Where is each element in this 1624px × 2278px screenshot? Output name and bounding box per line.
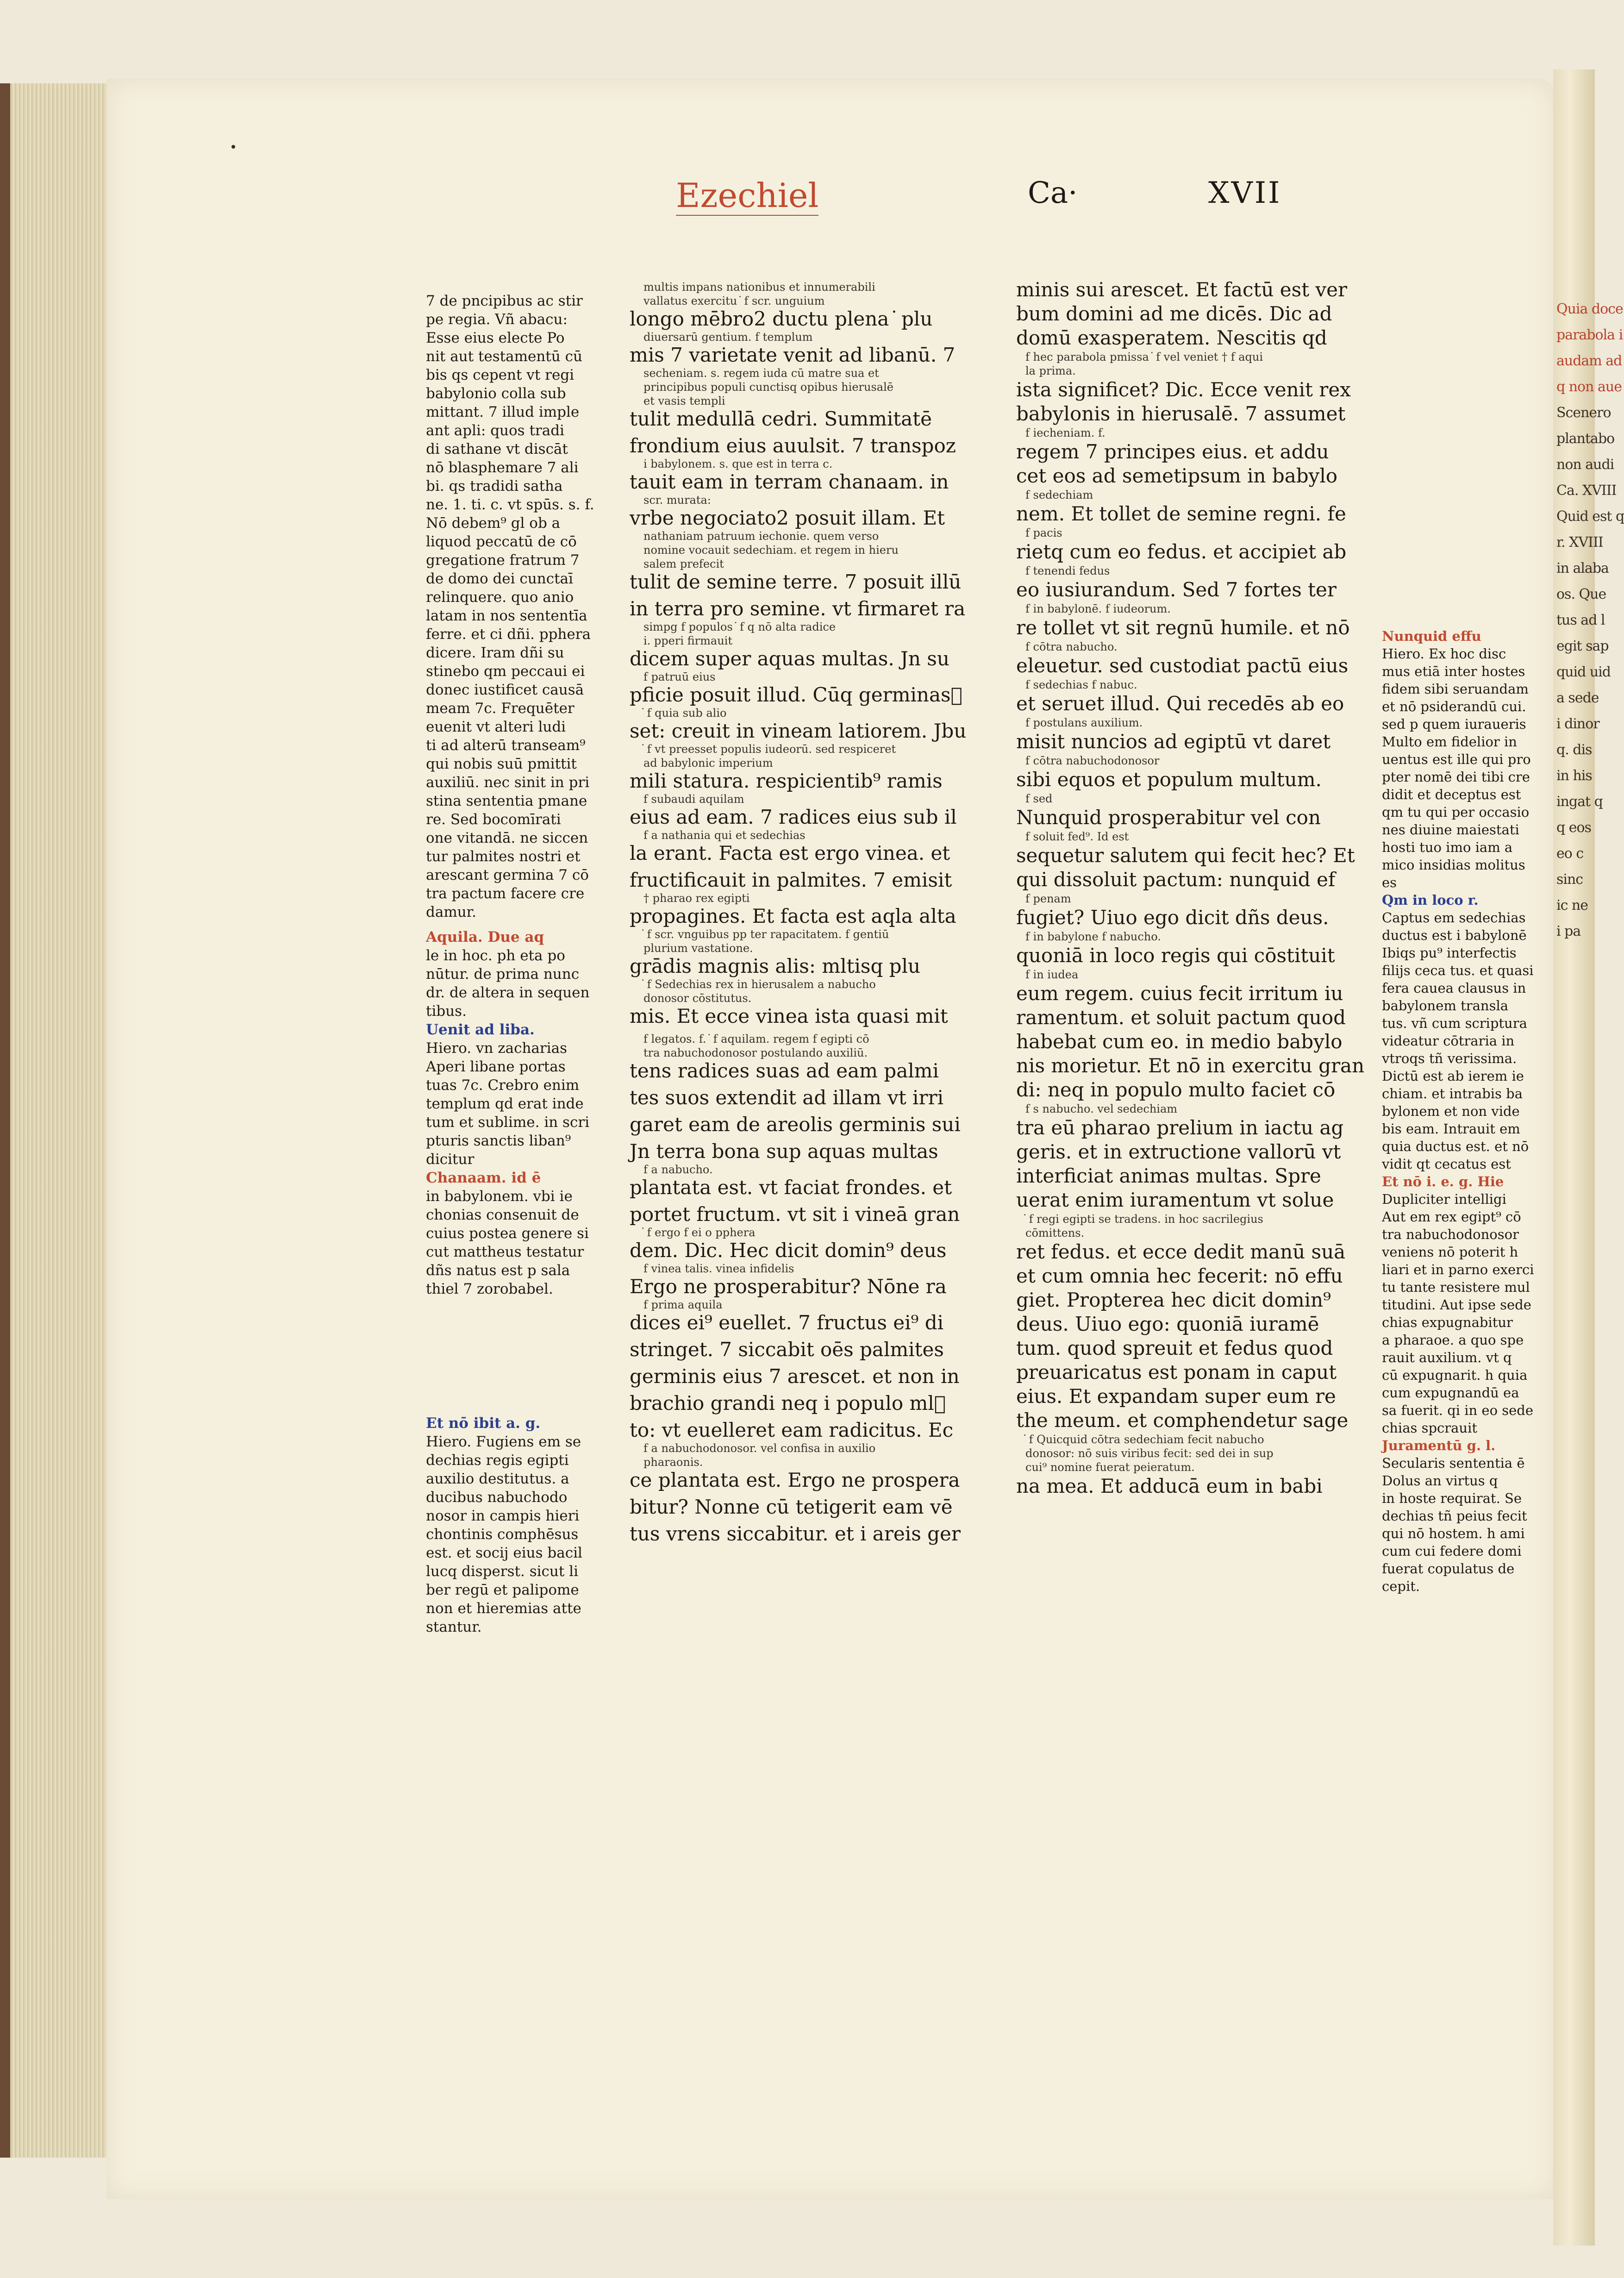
next-page-line: in alaba: [1556, 560, 1609, 576]
gloss-line: qui nobis suū pmittit: [426, 756, 577, 772]
gloss-line: Aut em rex egipt⁹ cō: [1382, 1209, 1521, 1225]
gloss-line: a pharaoe. a quo spe: [1382, 1332, 1524, 1348]
scripture-line: deus. Uiuo ego: quoniā iuramē: [1016, 1313, 1319, 1335]
interlinear-gloss-line: la prima.: [1025, 364, 1076, 377]
gloss-line: ne. 1. ti. c. vt spūs. s. f.: [426, 496, 594, 513]
gloss-line: relinquere. quo anio: [426, 589, 574, 606]
scripture-line: tes suos extendit ad illam vt irri: [630, 1086, 944, 1109]
gloss-line: sed p quem iuraueris: [1382, 716, 1526, 732]
interlinear-gloss-line: ͘ f quia sub alio: [643, 707, 727, 720]
gloss-line: de domo dei cunctaī: [426, 570, 573, 587]
right-gloss-column: [1382, 627, 1535, 1595]
interlinear-gloss-line: cōmittens.: [1025, 1227, 1085, 1239]
scripture-line: bitur? Nonne cū tetigerit eam vē: [630, 1496, 953, 1518]
interlinear-gloss-line: f prima aquila: [643, 1298, 723, 1311]
gloss-line: damur.: [426, 904, 476, 920]
next-page-line: parabola i: [1556, 327, 1623, 343]
scripture-line: domū exasperatem. Nescitis qd: [1016, 326, 1327, 349]
gloss-line: fera cauea clausus in: [1382, 980, 1526, 996]
interlinear-gloss-line: f a nathania qui et sedechias: [643, 829, 806, 842]
next-page-line: i dinor: [1556, 716, 1599, 732]
gloss-line: tibus.: [426, 1003, 467, 1020]
scripture-line: garet eam de areolis germinis sui: [630, 1113, 961, 1136]
scripture-line: tulit medullā cedri. Summitatē: [630, 407, 932, 430]
gloss-line: Aquila. Due aq: [426, 929, 544, 945]
gloss-line: veniens nō poterit h: [1382, 1244, 1518, 1260]
gloss-line: dr. de altera in sequen: [426, 984, 590, 1001]
gloss-line: latam in nos sententīa: [426, 607, 587, 624]
scripture-line: propagines. Et facta est aqla alta: [630, 905, 956, 927]
gloss-line: cuius postea genere si: [426, 1225, 589, 1242]
line-gap: [630, 1027, 944, 1032]
scripture-line: eius. Et expandam super eum re: [1016, 1385, 1336, 1408]
gloss-line: Ibiqs pu⁹ interfectis: [1382, 945, 1517, 961]
scripture-line: tum. quod spreuit et fedus quod: [1016, 1337, 1333, 1359]
scripture-line: Nunquid prosperabitur vel con: [1016, 806, 1321, 829]
gloss-line: nit aut testamentū cū: [426, 348, 582, 365]
scripture-line: vrbe negociato2 posuit illam. Et: [630, 507, 945, 529]
interlinear-gloss-line: f legatos. f. ͘ f aquilam. regem f egipti cō: [643, 1033, 869, 1045]
interlinear-gloss-line: f a nabuchodonosor. vel confisa in auxilio: [643, 1442, 876, 1455]
scripture-line: longo mēbro2 ductu plena ͘ plu: [630, 307, 933, 330]
next-page-line: Quia doce: [1556, 301, 1623, 317]
gloss-line: Nō debem⁹ gl ob a: [426, 515, 561, 532]
gloss-line: vidit qt cecatus est: [1382, 1156, 1511, 1172]
scripture-line: eius ad eam. 7 radices eius sub il: [630, 806, 957, 828]
scripture-line: preuaricatus est ponam in caput: [1016, 1361, 1337, 1383]
interlinear-gloss-line: cui⁹ nomine fuerat peieratum.: [1025, 1461, 1195, 1474]
gloss-line: mico insidias molitus: [1382, 857, 1525, 873]
scripture-line: la erant. Facta est ergo vinea. et: [630, 842, 950, 864]
gloss-line: est. et socij eius bacil: [426, 1545, 582, 1561]
scripture-line: brachio grandi neq i populo mlᷓ: [630, 1392, 946, 1414]
gloss-line: meam 7c. Frequēter: [426, 700, 575, 717]
gloss-line: Nunquid effu: [1382, 628, 1481, 644]
gloss-line: tum et sublime. in scri: [426, 1114, 590, 1131]
interlinear-gloss-line: i. pperi firmauit: [643, 634, 732, 647]
scripture-line: nem. Et tollet de semine regni. fe: [1016, 502, 1346, 525]
gloss-line: chias spcrauit: [1382, 1420, 1478, 1436]
scripture-line: set: creuit in vineam latiorem. Jbu: [630, 720, 967, 742]
gloss-line: didit et deceptus est: [1382, 787, 1521, 802]
scripture-line: mis 7 varietate venit ad libanū. 7: [630, 344, 956, 366]
next-page-line: egit sap: [1556, 638, 1609, 654]
gloss-line: chontinis comphēsus: [426, 1526, 579, 1543]
gloss-line: cū expugnarit. h quia: [1382, 1367, 1528, 1383]
gloss-line: liari et in parno exerci: [1382, 1262, 1534, 1277]
gloss-line: donec iustificet causā: [426, 682, 584, 698]
next-page-line: q. dis: [1556, 742, 1592, 758]
gloss-line: et nō psiderandū cui.: [1382, 699, 1526, 714]
scripture-line: pficie posuit illud. Cūq germinasᷓ: [630, 683, 962, 706]
gloss-line: pturis sanctis liban⁹: [426, 1133, 571, 1149]
gloss-line: Captus em sedechias: [1382, 910, 1526, 926]
gloss-line: cut mattheus testatur: [426, 1244, 584, 1260]
gloss-line: auxiliū. nec sinit in pri: [426, 774, 590, 791]
gloss-line: fidem sibi seruandam: [1382, 681, 1529, 697]
gloss-line: ducibus nabuchodo: [426, 1489, 568, 1506]
gloss-line: sa fuerit. qi in eo sede: [1382, 1402, 1534, 1418]
scripture-line: minis sui arescet. Et factū est ver: [1016, 278, 1348, 301]
interlinear-gloss-line: donosor cōstitutus.: [643, 992, 752, 1005]
gloss-line: Chanaam. id ē: [426, 1170, 541, 1186]
interlinear-gloss-line: f s nabucho. vel sedechiam: [1025, 1102, 1178, 1115]
gloss-line: bis eam. Intrauit em: [1382, 1121, 1520, 1137]
gloss-line: tuas 7c. Crebro enim: [426, 1077, 580, 1094]
scripture-line: mili statura. respicientib⁹ ramis: [630, 770, 943, 792]
interlinear-gloss-line: f a nabucho.: [643, 1163, 713, 1176]
gloss-line: stinebo qm peccaui ei: [426, 663, 585, 680]
scripture-line: frondium eius auulsit. 7 transpoz: [630, 434, 956, 457]
scripture-line: dices ei⁹ euellet. 7 fructus ei⁹ di: [630, 1311, 944, 1334]
scripture-line: eo iusiurandum. Sed 7 fortes ter: [1016, 578, 1337, 601]
scripture-line: sequetur salutem qui fecit hec? Et: [1016, 844, 1355, 867]
gloss-line: chias expugnabitur: [1382, 1314, 1513, 1330]
interlinear-gloss-line: f sed: [1025, 792, 1053, 805]
interlinear-gloss-line: f sedechias f nabuc.: [1025, 678, 1137, 691]
gloss-line: tur palmites nostri et: [426, 848, 581, 865]
scripture-line: rietq cum eo fedus. et accipiet ab: [1016, 540, 1347, 563]
scripture-line: grādis magnis alis: mltisq plu: [630, 955, 921, 977]
gloss-line: gregatione fratrum 7: [426, 552, 580, 569]
scripture-line: ret fedus. et ecce dedit manū suā: [1016, 1240, 1346, 1263]
next-page-line: plantabo: [1556, 431, 1615, 447]
scripture-line: germinis eius 7 arescet. et non in: [630, 1365, 960, 1388]
gloss-line: in hoste requirat. Se: [1382, 1490, 1522, 1506]
gloss-line: pter nomē dei tibi cre: [1382, 769, 1530, 785]
running-head-chapter-label: Ca·: [1028, 176, 1078, 210]
interlinear-gloss-line: f sedechiam: [1025, 488, 1093, 501]
gloss-line: babylonio colla sub: [426, 385, 566, 402]
scripture-line: stringet. 7 siccabit oēs palmites: [630, 1338, 944, 1361]
scripture-line: babylonis in hierusalē. 7 assumet: [1016, 402, 1346, 425]
interlinear-gloss-line: f penam: [1025, 892, 1071, 905]
binding-edge: [0, 83, 10, 2158]
interlinear-gloss-line: diuersarū gentium. f templum: [643, 331, 813, 344]
scripture-line: fructificauit in palmites. 7 emisit: [630, 869, 952, 891]
interlinear-gloss-line: i babylonem. s. que est in terra c.: [643, 457, 833, 470]
scripture-line: tauit eam in terram chanaam. in: [630, 470, 949, 493]
gloss-line: Uenit ad liba.: [426, 1021, 535, 1038]
gloss-line: in babylonem. vbi ie: [426, 1188, 573, 1205]
interlinear-gloss-line: f postulans auxilium.: [1025, 716, 1143, 729]
gloss-line: Esse eius electe Po: [426, 330, 565, 346]
scripture-line: uerat enim iuramentum vt solue: [1016, 1189, 1334, 1211]
gloss-line: videatur cōtraria in: [1382, 1033, 1515, 1049]
scripture-line: dem. Dic. Hec dicit domin⁹ deus: [630, 1239, 947, 1262]
scripture-line: eum regem. cuius fecit irritum iu: [1016, 982, 1343, 1005]
gloss-line: Dolus an virtus q: [1382, 1473, 1498, 1489]
gloss-line: hosti tuo imo iam a: [1382, 839, 1513, 855]
next-page-line: ic ne: [1556, 897, 1588, 914]
gloss-line: Et nō ibit a. g.: [426, 1415, 541, 1432]
gloss-line: ant apli: quos tradi: [426, 422, 564, 439]
gloss-line: rauit auxilium. vt q: [1382, 1350, 1512, 1365]
next-page-line: in his: [1556, 768, 1592, 784]
gloss-line: liquod peccatū de cō: [426, 533, 577, 550]
scripture-line: portet fructum. vt sit i vineā gran: [630, 1203, 960, 1226]
gloss-line: mus etiā inter hostes: [1382, 663, 1525, 679]
gloss-line: auxilio destitutus. a: [426, 1471, 569, 1487]
gloss-line: vtroqs tñ verissima.: [1382, 1051, 1517, 1066]
scripture-line: tulit de semine terre. 7 posuit illū: [630, 570, 962, 593]
scripture-line: na mea. Et adducā eum in babi: [1016, 1475, 1323, 1497]
interlinear-gloss-line: f patruū eius: [643, 670, 716, 683]
ink-dot: [231, 145, 235, 149]
scripture-line: dicem super aquas multas. Jn su: [630, 647, 949, 670]
gloss-line: Hiero. Ex hoc disc: [1382, 646, 1506, 662]
interlinear-gloss-line: ͘ f Quicquid cōtra sedechiam fecit nabucho: [1025, 1433, 1264, 1446]
gloss-line: stina sententia pmane: [426, 793, 587, 809]
gloss-line: di sathane vt discāt: [426, 441, 568, 457]
gloss-line: babylonem transla: [1382, 998, 1509, 1014]
interlinear-gloss-line: f cōtra nabuchodonosor: [1025, 754, 1160, 767]
interlinear-gloss-line: f in babylone f nabucho.: [1025, 930, 1161, 943]
next-page-line: Scenero: [1556, 405, 1611, 421]
gloss-line: chonias consenuit de: [426, 1207, 579, 1223]
interlinear-gloss-line: pharaonis.: [643, 1456, 703, 1469]
gloss-line: re. Sed bocomīrati: [426, 811, 561, 828]
gloss-line: ber regū et palipome: [426, 1582, 579, 1598]
interlinear-gloss-line: secheniam. s. regem iuda cū matre sua et: [643, 367, 879, 380]
next-page-line: ingat q: [1556, 794, 1603, 810]
interlinear-gloss-line: vallatus exercitu ͘ f scr. unguium: [643, 294, 825, 307]
gloss-line: Dupliciter intelligi: [1382, 1191, 1506, 1207]
gloss-line: chiam. et intrabis ba: [1382, 1086, 1523, 1101]
scripture-line: ramentum. et soluit pactum quod: [1016, 1006, 1346, 1029]
interlinear-gloss-line: f cōtra nabucho.: [1025, 640, 1118, 653]
gloss-line: filijs ceca tus. et quasi: [1382, 963, 1534, 978]
scripture-line: Ergo ne prosperabitur? Nōne ra: [630, 1275, 947, 1298]
gloss-line: Hiero. vn zacharias: [426, 1040, 568, 1057]
interlinear-gloss-line: donosor: nō suis viribus fecit: sed dei in sup: [1025, 1447, 1274, 1460]
scripture-line: giet. Propterea hec dicit domin⁹: [1016, 1289, 1331, 1311]
next-page-line: audam ad: [1556, 353, 1622, 369]
scripture-line: Jn terra bona sup aquas multas: [630, 1140, 938, 1163]
next-page-line: q non aue: [1556, 379, 1622, 395]
scripture-line: re tollet vt sit regnū humile. et nō: [1016, 616, 1350, 639]
gloss-line: templum qd erat inde: [426, 1095, 584, 1112]
interlinear-gloss-line: f in iudea: [1025, 968, 1079, 981]
gloss-line: stantur.: [426, 1619, 482, 1635]
interlinear-gloss-line: ͘ f ergo f ei o pphera: [643, 1226, 756, 1239]
next-page-line: q eos: [1556, 820, 1591, 836]
scripture-line: nis morietur. Et nō in exercitu gran: [1016, 1054, 1365, 1077]
scripture-line: bum domini ad me dicēs. Dic ad: [1016, 302, 1332, 325]
interlinear-gloss-line: f iecheniam. f.: [1025, 426, 1106, 439]
interlinear-gloss-line: ͘ f vt preesset populis iudeorū. sed respiceret: [643, 743, 896, 756]
scripture-line: regem 7 principes eius. et addu: [1016, 440, 1329, 463]
scripture-line: sibi equos et populum multum.: [1016, 768, 1322, 791]
interlinear-gloss-line: scr. murata:: [643, 494, 711, 507]
interlinear-gloss-line: f tenendi fedus: [1025, 564, 1110, 577]
next-page-line: tus ad l: [1556, 612, 1605, 628]
gloss-line: non et hieremias atte: [426, 1600, 581, 1617]
interlinear-gloss-line: ͘ f Sedechias rex in hierusalem a nabucho: [643, 978, 876, 991]
interlinear-gloss-line: f soluit fed⁹. Id est: [1025, 830, 1129, 843]
gloss-line: bi. qs tradidi satha: [426, 478, 563, 494]
gloss-line: fuerat copulatus de: [1382, 1561, 1515, 1577]
gloss-line: ti ad alterū transeam⁹: [426, 737, 586, 754]
gloss-line: pe regia. Vñ abacu:: [426, 311, 568, 328]
interlinear-gloss-line: f subaudi aquilam: [643, 793, 744, 806]
interlinear-gloss-line: et vasis templi: [643, 394, 725, 407]
scripture-line: misit nuncios ad egiptū vt daret: [1016, 730, 1331, 753]
scripture-line: the meum. et comphendetur sage: [1016, 1409, 1349, 1432]
interlinear-gloss-line: simpg f populos ͘ f q nō alta radice: [643, 620, 836, 633]
gloss-line: dechias tñ peius fecit: [1382, 1508, 1527, 1524]
gloss-line: ductus est i babylonē: [1382, 927, 1527, 943]
next-page-line: os. Que: [1556, 586, 1606, 602]
scripture-line: qui dissoluit pactum: nunquid ef: [1016, 868, 1336, 891]
next-page-line: sinc: [1556, 871, 1583, 888]
gloss-line: tu tante resistere mul: [1382, 1279, 1530, 1295]
scripture-line: tra eū pharao prelium in iactu ag: [1016, 1116, 1344, 1139]
next-page-line: non audi: [1556, 457, 1614, 473]
gloss-line: dicitur: [426, 1151, 475, 1168]
right-page-text: [1556, 296, 1624, 1824]
gloss-line: bylonem et non vide: [1382, 1103, 1520, 1119]
interlinear-gloss-line: plurium vastatione.: [643, 942, 753, 955]
scripture-line: et cum omnia hec fecerit: nō effu: [1016, 1264, 1343, 1287]
scripture-line: di: neq in populo multo faciet cō: [1016, 1078, 1336, 1101]
main-text-column-1: [630, 280, 967, 1545]
running-head-book: Ezechiel: [676, 176, 819, 215]
scripture-line: to: vt euelleret eam radicitus. Ec: [630, 1419, 954, 1441]
gloss-line: tra nabuchodonosor: [1382, 1227, 1519, 1242]
gloss-line: dechias regis egipti: [426, 1452, 569, 1469]
gloss-line: Hiero. Fugiens em se: [426, 1433, 581, 1450]
gloss-line: es: [1382, 875, 1397, 890]
gloss-line: euenit vt alteri ludi: [426, 719, 566, 735]
gloss-line: Dictū est ab ierem ie: [1382, 1068, 1524, 1084]
scripture-line: geris. et in extructione vallorū vt: [1016, 1140, 1341, 1163]
interlinear-gloss-line: multis impans nationibus et innumerabili: [643, 281, 875, 294]
gloss-line: le in hoc. ph eta po: [426, 947, 565, 964]
interlinear-gloss-line: nathaniam patruum iechonie. quem verso: [643, 530, 879, 543]
gloss-line: nosor in campis hieri: [426, 1508, 580, 1524]
gloss-line: qm tu qui per occasio: [1382, 804, 1530, 820]
gloss-line: thiel 7 zorobabel.: [426, 1281, 553, 1297]
next-page-line: eo c: [1556, 845, 1584, 862]
scripture-line: in terra pro semine. vt firmaret ra: [630, 597, 966, 620]
gloss-line: nō blasphemare 7 ali: [426, 459, 579, 476]
scripture-line: fugiet? Uiuo ego dicit dñs deus.: [1016, 906, 1329, 929]
gloss-line: dñs natus est p sala: [426, 1262, 570, 1279]
gloss-line: arescant germina 7 cō: [426, 867, 589, 883]
gloss-line: titudini. Aut ipse sede: [1382, 1297, 1531, 1313]
scripture-line: cet eos ad semetipsum in babylo: [1016, 464, 1338, 487]
next-page-line: quid uid: [1556, 664, 1611, 680]
scripture-line: quoniā in loco regis qui cōstituit: [1016, 944, 1335, 967]
gloss-line: 7 de pncipibus ac stir: [426, 293, 583, 309]
scripture-line: ista significet? Dic. Ecce venit rex: [1016, 378, 1351, 401]
interlinear-gloss-line: nomine vocauit sedechiam. et regem in hieru: [643, 544, 899, 557]
gloss-line: Multo em fidelior in: [1382, 734, 1517, 750]
gloss-line: one vitandā. ne siccen: [426, 830, 588, 846]
gloss-line: nūtur. de prima nunc: [426, 966, 580, 983]
next-page-line: a sede: [1556, 690, 1599, 706]
interlinear-gloss-line: † pharao rex egipti: [643, 892, 750, 905]
scripture-line: habebat cum eo. in medio babylo: [1016, 1030, 1343, 1053]
interlinear-gloss-line: f in babylonē. f iudeorum.: [1025, 602, 1171, 615]
gloss-line: Et nō i. e. g. Hie: [1382, 1174, 1504, 1189]
gloss-line: Aperi libane portas: [426, 1058, 566, 1075]
interlinear-gloss-line: f vinea talis. vinea infidelis: [643, 1262, 794, 1275]
gloss-line: dicere. Iram dñi su: [426, 645, 564, 661]
scripture-line: eleuetur. sed custodiat pactū eius: [1016, 654, 1349, 677]
next-page-line: r. XVIII: [1556, 534, 1603, 551]
gloss-line: cum expugnandū ea: [1382, 1385, 1519, 1401]
scripture-line: ce plantata est. Ergo ne prospera: [630, 1469, 960, 1491]
running-head-chapter-number: XVII: [1208, 176, 1282, 210]
next-page-line: i pa: [1556, 923, 1581, 939]
interlinear-gloss-line: ͘ f scr. vnguibus pp ter rapacitatem. f gentiū: [643, 928, 889, 941]
gloss-line: uentus est ille qui pro: [1382, 751, 1531, 767]
gloss-line: tra pactum facere cre: [426, 885, 585, 902]
page-edges: [0, 83, 112, 2158]
gloss-line: nes diuine maiestati: [1382, 822, 1519, 838]
gloss-line: ferre. et ci dñi. pphera: [426, 626, 591, 643]
scripture-line: et seruet illud. Qui recedēs ab eo: [1016, 692, 1344, 715]
interlinear-gloss-line: principibus populi cunctisq opibus hierusalē: [643, 381, 893, 394]
gloss-line: cum cui federe domi: [1382, 1543, 1522, 1559]
gloss-line: tus. vñ cum scriptura: [1382, 1015, 1527, 1031]
main-text-column-2: [1016, 278, 1365, 1498]
interlinear-gloss-line: ad babylonic imperium: [643, 757, 773, 770]
scripture-line: interficiat animas multas. Spre: [1016, 1164, 1321, 1187]
gloss-line: Qm in loco r.: [1382, 892, 1479, 908]
gloss-line: cepit.: [1382, 1578, 1420, 1594]
interlinear-gloss-line: salem prefecit: [643, 557, 724, 570]
left-gloss-column: [426, 292, 594, 1636]
gloss-line: quia ductus est. et nō: [1382, 1139, 1529, 1154]
scripture-line: plantata est. vt faciat frondes. et: [630, 1176, 952, 1199]
interlinear-gloss-line: tra nabuchodonosor postulando auxiliū.: [643, 1046, 868, 1059]
interlinear-gloss-line: f pacis: [1025, 526, 1062, 539]
next-page-line: Ca. XVIII: [1556, 482, 1617, 499]
interlinear-gloss-line: ͘ f regi egipti se tradens. in hoc sacrilegius: [1025, 1213, 1263, 1226]
scripture-line: mis. Et ecce vinea ista quasi mit: [630, 1005, 948, 1027]
scripture-line: tens radices suas ad eam palmi: [630, 1059, 939, 1082]
gloss-line: mittant. 7 illud imple: [426, 404, 580, 420]
gloss-line: Secularis sententia ē: [1382, 1455, 1525, 1471]
next-page-line: Quid est q: [1556, 508, 1624, 525]
scripture-line: tus vrens siccabitur. et i areis ger: [630, 1522, 961, 1545]
gloss-line: Juramentū g. l.: [1382, 1438, 1496, 1453]
interlinear-gloss-line: f hec parabola pmissa ͘ f vel veniet † f aqui: [1025, 350, 1263, 363]
gloss-line: lucq disperst. sicut li: [426, 1563, 578, 1580]
gloss-line: qui nō hostem. h ami: [1382, 1526, 1525, 1541]
gloss-line: bis qs cepent vt regi: [426, 367, 575, 383]
